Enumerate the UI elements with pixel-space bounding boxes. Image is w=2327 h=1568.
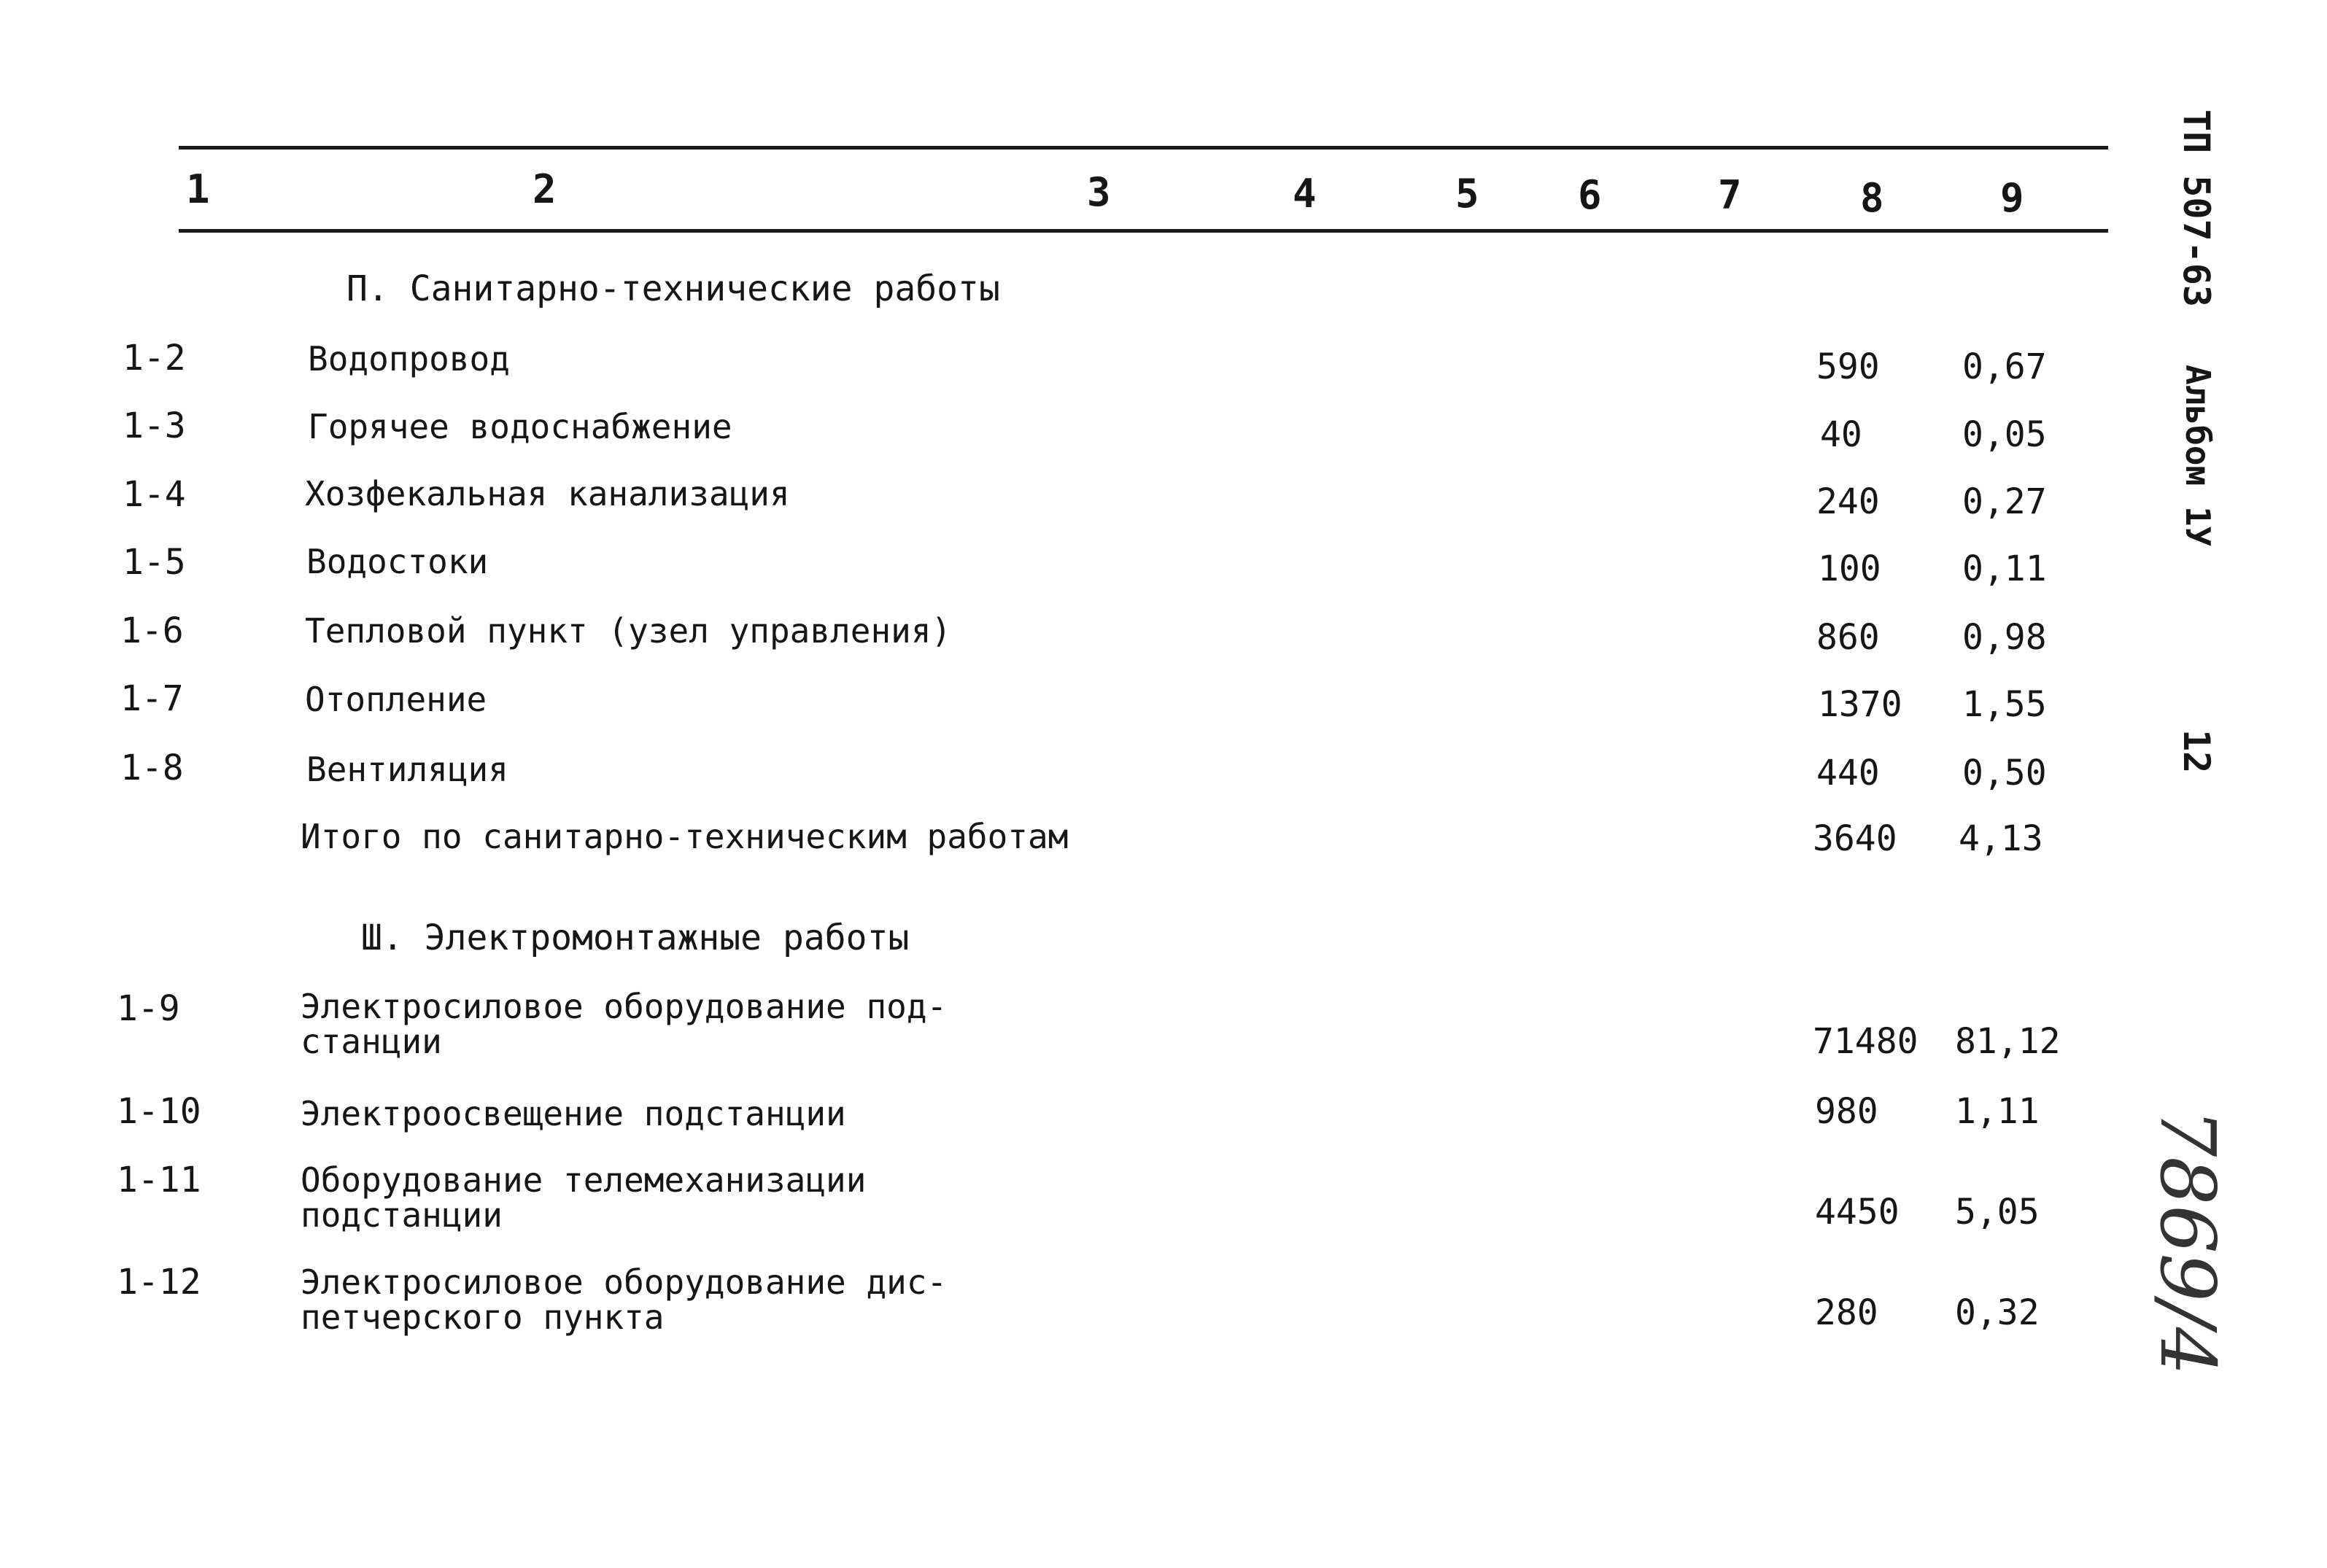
row-name: Водопровод (308, 339, 510, 379)
side-label-page: 12 (2175, 729, 2218, 774)
row-id: 1-7 (120, 678, 184, 719)
header-col-8: 8 (1860, 175, 1884, 221)
row-col8: 1370 (1818, 684, 1902, 725)
table-top-rule (179, 146, 2108, 150)
row-col9: 0,67 (1962, 346, 2047, 387)
row-name: Вентиляция (306, 750, 508, 789)
total-col9: 4,13 (1959, 818, 2043, 859)
header-col-1: 1 (186, 166, 210, 212)
row-col9: 0,32 (1955, 1292, 2040, 1333)
total-label: Итого по санитарно-техническим работам (301, 817, 1069, 856)
row-col8: 100 (1818, 548, 1881, 589)
row-name: Горячее водоснабжение (308, 407, 732, 446)
row-col8: 590 (1816, 346, 1880, 387)
row-name: Электросиловое оборудование под- станции (301, 987, 948, 1061)
row-id: 1-2 (123, 338, 186, 379)
row-name: Оборудование телемеханизации подстанции (301, 1160, 867, 1235)
row-id: 1-8 (120, 748, 184, 788)
row-name: Электросиловое оборудование дис- петчерского пункта (301, 1262, 948, 1337)
row-col9: 0,11 (1962, 548, 2047, 589)
row-id: 1-4 (123, 474, 186, 515)
header-col-3: 3 (1087, 169, 1111, 215)
side-label-code: ТП 507-63 (2175, 109, 2218, 307)
row-id: 1-12 (117, 1262, 201, 1303)
row-col9: 0,50 (1962, 753, 2047, 793)
header-col-4: 4 (1293, 171, 1317, 217)
row-name: Хозфекальная канализация (305, 474, 790, 513)
handwritten-note: 7869/4 (2143, 1109, 2232, 1375)
row-name: Водостоки (306, 542, 489, 581)
row-col8: 40 (1820, 414, 1862, 455)
row-col8: 240 (1816, 481, 1880, 522)
section-title-electrical: Ш. Электромонтажные работы (361, 917, 910, 958)
row-id: 1-9 (117, 988, 180, 1029)
row-col9: 81,12 (1955, 1021, 2061, 1062)
row-name: Тепловой пункт (узел управления) (305, 611, 952, 651)
row-id: 1-3 (123, 405, 186, 446)
header-col-6: 6 (1578, 172, 1602, 218)
header-col-2: 2 (533, 166, 557, 212)
row-id: 1-6 (120, 610, 184, 651)
row-col9: 1,55 (1962, 684, 2047, 725)
row-id: 1-11 (117, 1160, 201, 1200)
row-col9: 0,27 (1962, 481, 2047, 522)
row-col9: 1,11 (1955, 1091, 2040, 1132)
total-col8: 3640 (1813, 818, 1897, 859)
side-label-album: Альбом 1У (2178, 365, 2218, 547)
row-col9: 5,05 (1955, 1192, 2040, 1233)
row-name: Отопление (305, 680, 487, 719)
row-col8: 860 (1816, 617, 1880, 658)
table-header-rule (179, 229, 2108, 233)
header-col-7: 7 (1718, 172, 1742, 218)
row-col8: 980 (1815, 1091, 1878, 1132)
row-id: 1-10 (117, 1091, 201, 1132)
row-col9: 0,98 (1962, 617, 2047, 658)
row-col8: 440 (1816, 753, 1880, 793)
section-title-sanitary: П. Санитарно-технические работы (346, 268, 1000, 309)
row-name: Электроосвещение подстанции (301, 1094, 846, 1133)
row-col8: 280 (1815, 1292, 1878, 1333)
row-col9: 0,05 (1962, 414, 2047, 455)
header-col-5: 5 (1455, 171, 1479, 217)
row-col8: 4450 (1815, 1192, 1900, 1233)
row-id: 1-5 (123, 542, 186, 583)
header-col-9: 9 (2000, 175, 2024, 221)
row-col8: 71480 (1813, 1021, 1918, 1062)
